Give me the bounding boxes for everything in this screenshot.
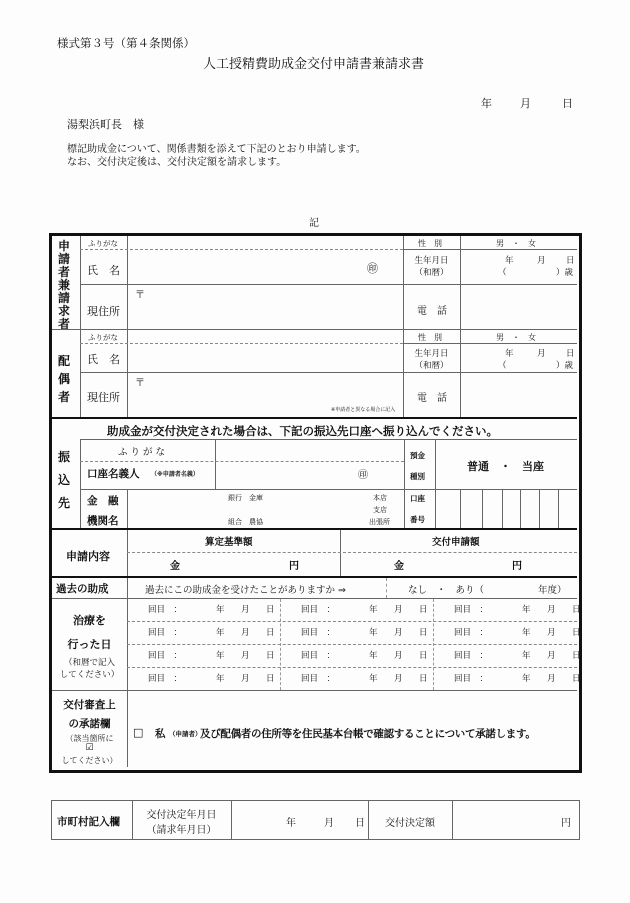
- deposit-type-label-2: 種別: [410, 472, 425, 481]
- transfer-furigana-field[interactable]: [216, 440, 403, 460]
- treatment-year-label: 年: [522, 605, 531, 615]
- treatment-day-label: 日: [572, 674, 581, 684]
- treatment-day-label: 日: [266, 628, 275, 638]
- applicant-birth-month: 月: [537, 256, 546, 266]
- spouse-name-label: 氏 名: [87, 353, 120, 366]
- spouse-birth-label-2: （和暦）: [414, 361, 449, 371]
- spouse-furigana-field[interactable]: [128, 331, 402, 342]
- treatment-day-label: 日: [572, 651, 581, 661]
- applicant-seal: ㊞: [367, 262, 378, 275]
- applicant-birth-label-2: （和暦）: [414, 268, 449, 278]
- addressee: 湯梨浜町長 様: [67, 118, 144, 131]
- treatment-kaime-label: 回目 ：: [454, 674, 489, 684]
- treatment-day-label: 日: [419, 628, 428, 638]
- applicant-birth-label-1: 生年月日: [414, 256, 449, 266]
- applicant-address-label: 現住所: [87, 305, 120, 318]
- applicant-furigana-label: ふりがな: [88, 239, 118, 248]
- treatment-day-label: 日: [572, 628, 581, 638]
- treatment-year-label: 年: [216, 651, 225, 661]
- treatment-kaime-label: 回目 ：: [301, 628, 336, 638]
- municipal-table: [51, 800, 580, 840]
- applicant-gender-label: 性 別: [418, 239, 442, 248]
- applicant-gender-value[interactable]: 男 ・ 女: [496, 239, 536, 248]
- applicant-phone-label: 電 話: [417, 306, 447, 317]
- consent-text-note: （申請者）: [169, 730, 202, 738]
- bank-type-1: 銀行 金庫: [228, 494, 263, 502]
- treatment-year-label: 年: [522, 651, 531, 661]
- bank-label-1: 金 融: [87, 495, 119, 507]
- municipal-amount-yen: 円: [561, 818, 571, 829]
- past-nashi-ari[interactable]: なし ・ あり（: [408, 585, 485, 596]
- consent-label-2: の承諾欄: [68, 718, 111, 730]
- consent-check-sample-icon: ☑: [85, 743, 94, 753]
- consent-text-pre: 私: [155, 728, 166, 740]
- applicant-name-field[interactable]: [128, 250, 402, 283]
- applicant-furigana-field[interactable]: [128, 237, 402, 248]
- treatment-month-label: 月: [547, 628, 556, 638]
- applicant-birth-year: 年: [505, 256, 514, 266]
- treatment-year-label: 年: [522, 628, 531, 638]
- base-amount-yen: 円: [289, 561, 299, 572]
- page-title: 人工授精費助成金交付申請書兼請求書: [203, 57, 425, 72]
- spouse-section-label: 配偶者: [57, 354, 70, 404]
- deposit-type-label-1: 預金: [410, 451, 425, 460]
- treatment-day-label: 日: [419, 605, 428, 615]
- spouse-address-field[interactable]: [128, 373, 402, 405]
- treatment-day-label: 日: [266, 651, 275, 661]
- intro-line-1: 標記助成金について、関係書類を添えて下記のとおり申請します。: [67, 144, 366, 155]
- municipal-amount-label: 交付決定額: [385, 818, 435, 829]
- treatment-month-label: 月: [394, 651, 403, 661]
- treatment-label-3: （和暦で記入: [63, 658, 115, 668]
- transfer-furigana-label: ふ り が な: [118, 447, 166, 458]
- treatment-month-label: 月: [547, 651, 556, 661]
- base-amount-label: 算定基準額: [205, 537, 253, 548]
- municipal-date-label-2: （請求年月日）: [146, 825, 217, 836]
- past-question: 過去にこの助成金を受けたことがありますか ⇒: [145, 585, 346, 596]
- treatment-year-label: 年: [369, 605, 378, 615]
- treatment-kaime-label: 回目 ：: [301, 605, 336, 615]
- treatment-month-label: 月: [547, 605, 556, 615]
- transfer-section-label: 振込先: [57, 450, 70, 510]
- spouse-address-note: ※申請者と異なる場合に記入: [331, 407, 396, 413]
- transfer-holder-label: 口座名義人: [87, 468, 140, 480]
- treatment-month-label: 月: [241, 651, 250, 661]
- spouse-phone-label: 電 話: [417, 393, 447, 404]
- treatment-kaime-label: 回目 ：: [454, 651, 489, 661]
- treatment-month-label: 月: [547, 674, 556, 684]
- past-label: 過去の助成: [56, 583, 109, 595]
- treatment-day-label: 日: [572, 605, 581, 615]
- treatment-kaime-label: 回目 ：: [148, 674, 183, 684]
- treatment-label-4: してください）: [59, 670, 120, 680]
- spouse-gender-value[interactable]: 男 ・ 女: [496, 333, 536, 342]
- treatment-label-2: 行った日: [67, 638, 112, 651]
- spouse-birth-day: 日: [566, 349, 575, 359]
- treatment-kaime-label: 回目 ：: [148, 651, 183, 661]
- applicant-age-close: ）歳: [556, 268, 574, 278]
- consent-text-post: 及び配偶者の住所等を住民基本台帳で確認することについて承諾します。: [200, 728, 536, 740]
- treatment-month-label: 月: [394, 674, 403, 684]
- branch-type-3: 出張所: [369, 518, 390, 526]
- municipal-label: 市町村記入欄: [57, 816, 120, 828]
- applicant-age-open: （: [498, 268, 507, 278]
- base-amount-kin: 金: [170, 561, 180, 572]
- account-label-2: 番号: [410, 515, 425, 524]
- account-number-field[interactable]: [436, 490, 576, 527]
- consent-label-3: （該当箇所に: [65, 734, 114, 743]
- treatment-day-label: 日: [266, 605, 275, 615]
- account-label-1: 口座: [410, 494, 425, 503]
- treatment-kaime-label: 回目 ：: [454, 628, 489, 638]
- treatment-month-label: 月: [241, 674, 250, 684]
- municipal-date-year: 年: [286, 818, 296, 829]
- apply-amount-field[interactable]: [410, 554, 508, 574]
- transfer-notice: 助成金が交付決定された場合は、下記の振込先口座へ振り込んでください。: [107, 424, 498, 438]
- spouse-birth-year: 年: [505, 349, 514, 359]
- treatment-kaime-label: 回目 ：: [148, 628, 183, 638]
- intro-line-2: なお、交付決定後は、交付決定額を請求します。: [67, 157, 287, 168]
- municipal-date-day: 日: [355, 818, 365, 829]
- applicant-address-field[interactable]: [128, 285, 402, 328]
- consent-checkbox[interactable]: □: [133, 726, 144, 739]
- past-nendo: 年度）: [538, 585, 567, 596]
- treatment-month-label: 月: [241, 605, 250, 615]
- treatment-year-label: 年: [369, 628, 378, 638]
- treatment-month-label: 月: [394, 605, 403, 615]
- spouse-birth-label-1: 生年月日: [414, 349, 449, 359]
- treatment-label-1: 治療を: [73, 614, 106, 627]
- deposit-type-value[interactable]: 普通 ・ 当座: [467, 460, 544, 473]
- applicant-section-label: 申請者兼請求者: [57, 239, 70, 331]
- date-month: 月: [520, 97, 531, 110]
- treatment-kaime-label: 回目 ：: [454, 605, 489, 615]
- treatment-month-label: 月: [394, 628, 403, 638]
- bank-type-2: 組合 農協: [228, 518, 263, 526]
- treatment-year-label: 年: [216, 605, 225, 615]
- form-number: 様式第３号（第４条関係）: [57, 36, 195, 50]
- applicant-phone-field[interactable]: [461, 285, 576, 328]
- apply-amount-kin: 金: [394, 561, 404, 572]
- treatment-year-label: 年: [369, 674, 378, 684]
- treatment-year-label: 年: [216, 628, 225, 638]
- date-day: 日: [562, 97, 573, 110]
- transfer-holder-note: （※申請者名義）: [151, 471, 199, 478]
- branch-type-2: 支店: [373, 506, 387, 514]
- treatment-kaime-label: 回目 ：: [301, 674, 336, 684]
- apply-amount-yen: 円: [512, 561, 522, 572]
- treatment-year-label: 年: [216, 674, 225, 684]
- request-label: 申請内容: [66, 550, 110, 563]
- applicant-postal-mark: 〒: [135, 290, 145, 301]
- date-year: 年: [481, 97, 492, 110]
- treatment-day-label: 日: [419, 674, 428, 684]
- applicant-birth-day: 日: [566, 256, 575, 266]
- consent-label-1: 交付審査上: [63, 699, 116, 711]
- treatment-year-label: 年: [522, 674, 531, 684]
- spouse-birth-month: 月: [537, 349, 546, 359]
- treatment-day-label: 日: [419, 651, 428, 661]
- spouse-furigana-label: ふりがな: [88, 333, 118, 342]
- municipal-date-month: 月: [324, 818, 334, 829]
- municipal-date-label-1: 交付決定年月日: [146, 810, 217, 821]
- bank-name-field[interactable]: [128, 490, 403, 527]
- spouse-age-open: （: [498, 361, 507, 371]
- ki-label: 記: [309, 218, 319, 229]
- branch-type-1: 本店: [373, 494, 387, 502]
- treatment-kaime-label: 回目 ：: [301, 651, 336, 661]
- transfer-seal: ㊞: [358, 470, 368, 481]
- transfer-holder-field[interactable]: [216, 462, 403, 488]
- base-amount-field[interactable]: [185, 554, 285, 574]
- treatment-day-label: 日: [266, 674, 275, 684]
- apply-amount-label: 交付申請額: [432, 537, 480, 548]
- treatment-year-label: 年: [369, 651, 378, 661]
- applicant-name-label: 氏 名: [87, 264, 120, 277]
- treatment-kaime-label: 回目 ：: [148, 605, 183, 615]
- consent-label-4: してください）: [61, 756, 118, 765]
- spouse-gender-label: 性 別: [418, 333, 442, 342]
- spouse-age-close: ）歳: [556, 361, 574, 371]
- spouse-phone-field[interactable]: [461, 373, 576, 416]
- spouse-name-field[interactable]: [128, 344, 402, 371]
- treatment-month-label: 月: [241, 628, 250, 638]
- spouse-address-label: 現住所: [87, 391, 120, 404]
- bank-label-2: 機関名: [87, 515, 119, 527]
- spouse-postal-mark: 〒: [135, 378, 145, 389]
